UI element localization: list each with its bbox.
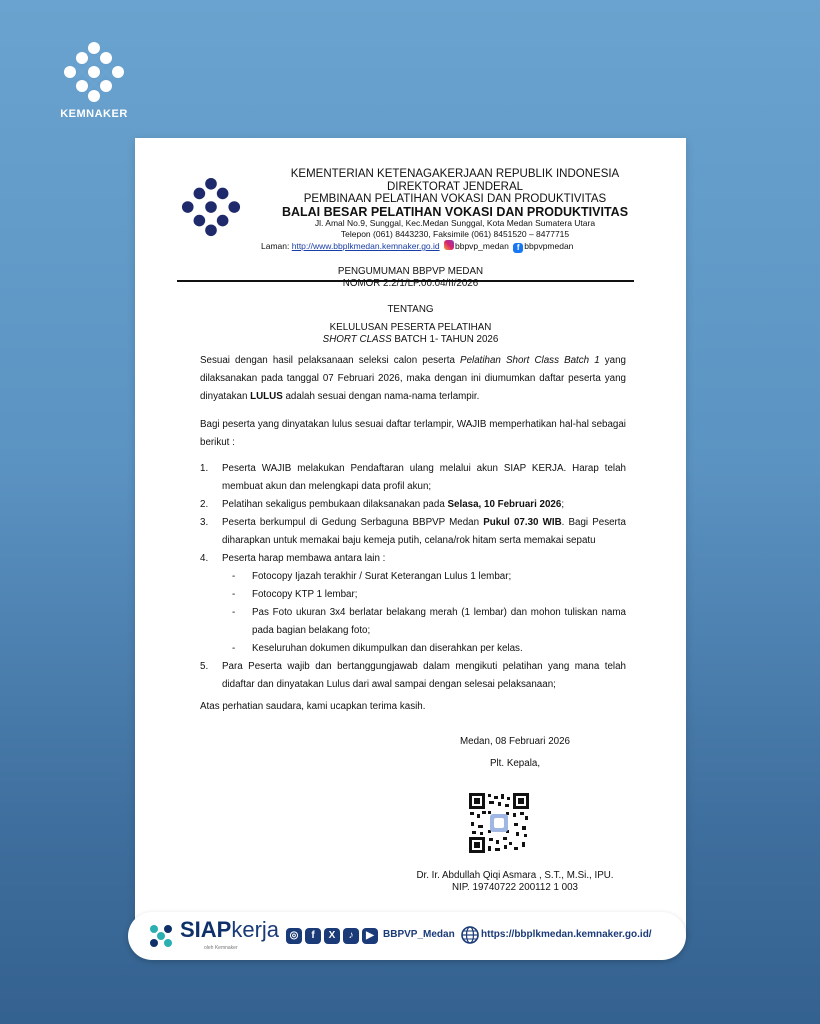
footer-bar <box>128 912 686 960</box>
sublist-item: - Pas Foto ukuran 3x4 berlatar belakang merah (1 lembar) dan mohon tuliskan nama pada bagian belakang foto; <box>232 604 626 640</box>
ministry-name: KEMENTERIAN KETENAGAKERJAAN REPUBLIK INDONESIA <box>290 168 620 180</box>
social-icons <box>286 928 378 944</box>
directorate-name: DIREKTORAT JENDERAL <box>386 180 524 193</box>
announcement-about: TENTANG <box>387 304 434 315</box>
announcement-number: NOMOR 2.2/1/LP.00.04/II/2026 <box>342 278 479 289</box>
signature-position: Plt. Kepala, <box>489 758 541 769</box>
kemnaker-logo-icon <box>62 40 126 104</box>
closing-sentence: Atas perhatian saudara, kami ucapkan terima kasih. <box>200 701 426 712</box>
ministry-logo-icon <box>180 176 242 238</box>
documents-sublist <box>222 568 626 658</box>
announcement-body <box>200 352 626 716</box>
short-class-label: SHORT CLASS <box>322 334 392 345</box>
institution-address: Jl. Amal No.9, Sunggal, Kec.Medan Sunggal, Kota Medan Sumatera Utara <box>314 218 596 228</box>
announcement-subject-line1: KELULUSAN PESERTA PELATIHAN <box>329 322 492 333</box>
institution-name: BALAI BESAR PELATIHAN VOKASI DAN PRODUKTIVITAS <box>281 204 629 219</box>
brand-name: KEMNAKER <box>60 108 128 120</box>
list-item: 4. Peserta harap membawa antara lain : - Fotocopy Ijazah terakhir / Surat Keterangan Lulus 1 lembar; - Fotocopy KTP 1 lembar; - Pas Foto ukuran 3x4 berlatar belakang merah (1 lembar) dan mohon tuliskan nama pada bagian belakang foto; - Keseluruhan dokumen dikumpulkan dan diserahkan per kelas. <box>200 550 626 658</box>
requirements-list <box>200 460 626 694</box>
signatory-name: Dr. Ir. Abdullah Qiqi Asmara , S.T., M.Si., IPU. <box>416 870 614 881</box>
list-item: 1. Peserta WAJIB melakukan Pendaftaran ulang melalui akun SIAP KERJA. Harap telah membuat akun dan melengkapi data profil akun; <box>200 463 626 492</box>
kemnaker-brand <box>56 40 132 120</box>
letterhead <box>135 162 686 262</box>
paragraph-intro: Sesuai dengan hasil pelaksanaan seleksi calon peserta Pelatihan Short Class Batch 1 yang dilaksanakan pada tanggal 07 Februari 2026, maka dengan ini diumumkan daftar peserta yang dinyatakan LULUS adalah sesuai dengan nama-nama terlampir. <box>200 355 626 402</box>
instagram-handle: bbpvp_medan <box>455 241 509 251</box>
list-item: 3. Peserta berkumpul di Gedung Serbaguna BBPVP Medan Pukul 07.30 WIB. Bagi Peserta diharapkan untuk memakai baju kemeja putih, celana/rok hitam serta memakai sepatu <box>200 517 626 546</box>
announcement-subject-line2 <box>135 334 686 346</box>
website-link[interactable]: http://www.bbplkmedan.kemnaker.go.id <box>291 241 440 251</box>
sublist-item: - Keseluruhan dokumen dikumpulkan dan diserahkan per kelas. <box>232 640 626 658</box>
social-handle[interactable]: BBPVP_Medan <box>383 929 455 940</box>
x-icon[interactable]: X <box>324 928 340 944</box>
list-item: 2. Pelatihan sekaligus pembukaan dilaksanakan pada Selasa, 10 Februari 2026; <box>200 499 565 510</box>
facebook-handle: bbpvpmedan <box>524 241 574 251</box>
paragraph-requirements: Bagi peserta yang dinyatakan lulus sesuai daftar terlampir, WAJIB memperhatikan hal-hal sebagai berikut : <box>200 419 626 448</box>
signature-place-date: Medan, 08 Februari 2026 <box>459 736 570 747</box>
globe-icon <box>461 926 479 944</box>
institution-phone: Telepon (061) 8443230, Faksimile (061) 8451520 – 8477715 <box>340 229 570 239</box>
directorate-division: PEMBINAAN PELATIHAN VOKASI DAN PRODUKTIVITAS <box>303 193 607 205</box>
youtube-icon[interactable]: ▶ <box>362 928 378 944</box>
footer-website-link[interactable]: https://bbplkmedan.kemnaker.go.id/ <box>481 929 652 940</box>
tiktok-icon[interactable]: ♪ <box>343 928 359 944</box>
signatory-nip: NIP. 19740722 200112 1 003 <box>451 882 579 893</box>
facebook-icon: f <box>513 243 523 253</box>
qr-code-icon <box>468 792 530 854</box>
sublist-item: - Fotocopy KTP 1 lembar; <box>232 586 626 604</box>
web-label: Laman: <box>261 241 290 251</box>
siapkerja-subtitle: oleh Kemnaker <box>204 945 238 951</box>
instagram-icon[interactable]: ◎ <box>286 928 302 944</box>
siapkerja-wordmark: SIAPkerja <box>180 917 280 942</box>
instagram-icon <box>444 240 454 250</box>
sublist-item: - Fotocopy Ijazah terakhir / Surat Keterangan Lulus 1 lembar; <box>232 568 626 586</box>
facebook-icon[interactable]: f <box>305 928 321 944</box>
list-item: 5. Para Peserta wajib dan bertanggungjawab dalam mengikuti pelatihan yang mana telah didaftar dan dinyatakan Lulus dari awal sampai dengan selesai pelaksanaan; <box>200 661 626 690</box>
announcement-document <box>135 138 686 938</box>
batch-year: BATCH 1- TAHUN 2026 <box>391 334 499 345</box>
siapkerja-logo-icon <box>146 921 176 951</box>
institution-contacts <box>261 240 573 253</box>
announcement-title: PENGUMUMAN BBPVP MEDAN <box>337 266 484 277</box>
